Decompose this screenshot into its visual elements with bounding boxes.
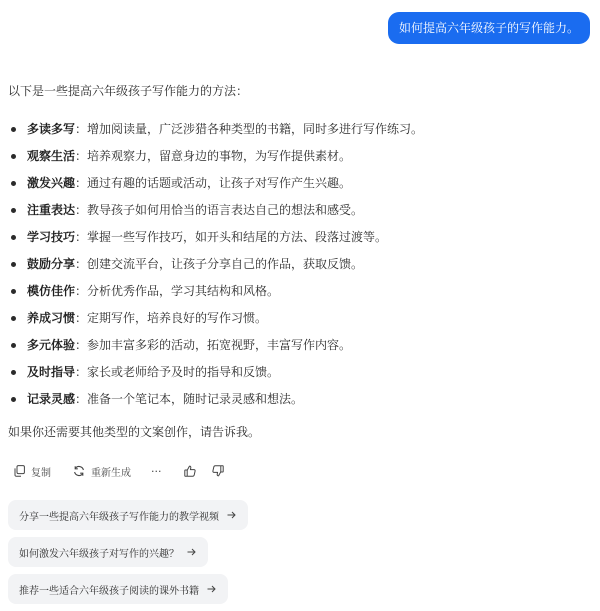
tip-description: 创建交流平台，让孩子分享自己的作品，获取反馈。 bbox=[87, 257, 364, 271]
bullet-icon bbox=[11, 208, 16, 213]
tip-description: 通过有趣的话题或活动，让孩子对写作产生兴趣。 bbox=[87, 176, 352, 190]
tip-item bbox=[8, 224, 588, 251]
suggestion-label: 如何激发六年级孩子对写作的兴趣？ bbox=[19, 548, 179, 560]
tip-item bbox=[8, 197, 588, 224]
tip-separator: ： bbox=[75, 311, 88, 325]
regenerate-button[interactable] bbox=[73, 462, 131, 480]
tips-list bbox=[8, 116, 588, 413]
tip-description: 家长或老师给予及时的指导和反馈。 bbox=[87, 365, 280, 379]
tip-term: 记录灵感 bbox=[27, 392, 76, 406]
tip-term: 学习技巧 bbox=[27, 230, 76, 244]
tip-item bbox=[8, 170, 588, 197]
user-message-bubble: 如何提高六年级孩子的写作能力。 bbox=[388, 12, 590, 44]
bullet-icon bbox=[11, 316, 16, 321]
tip-description: 增加阅读量，广泛涉猎各种类型的书籍，同时多进行写作练习。 bbox=[87, 122, 424, 136]
tip-item bbox=[8, 359, 588, 386]
tip-separator: ： bbox=[75, 284, 88, 298]
answer-intro: 以下是一些提高六年级孩子写作能力的方法： bbox=[8, 84, 249, 98]
suggestion-label: 推荐一些适合六年级孩子阅读的课外书籍 bbox=[19, 585, 199, 597]
tip-item bbox=[8, 251, 588, 278]
tip-description: 掌握一些写作技巧，如开头和结尾的方法、段落过渡等。 bbox=[87, 230, 388, 244]
regenerate-label: 重新生成 bbox=[91, 467, 131, 479]
dislike-button[interactable] bbox=[212, 462, 224, 480]
tip-separator: ： bbox=[75, 122, 88, 136]
arrow-right-icon bbox=[227, 511, 236, 519]
refresh-icon bbox=[73, 465, 85, 477]
answer-closing: 如果你还需要其他类型的文案创作，请告诉我。 bbox=[8, 425, 261, 439]
more-button[interactable] bbox=[151, 462, 162, 480]
suggested-questions bbox=[8, 500, 248, 611]
tip-item bbox=[8, 332, 588, 359]
tip-term: 注重表达 bbox=[27, 203, 76, 217]
copy-button[interactable] bbox=[14, 462, 51, 480]
more-icon: ··· bbox=[151, 464, 162, 478]
tip-description: 培养观察力，留意身边的事物，为写作提供素材。 bbox=[87, 149, 352, 163]
suggestion-chip[interactable] bbox=[8, 500, 248, 530]
tip-item bbox=[8, 305, 588, 332]
tip-term: 激发兴趣 bbox=[27, 176, 76, 190]
bullet-icon bbox=[11, 397, 16, 402]
tip-term: 观察生活 bbox=[27, 149, 76, 163]
tip-separator: ： bbox=[75, 176, 88, 190]
tip-description: 定期写作，培养良好的写作习惯。 bbox=[87, 311, 268, 325]
bullet-icon bbox=[11, 289, 16, 294]
tip-item bbox=[8, 386, 588, 413]
tip-separator: ： bbox=[75, 257, 88, 271]
tip-term: 多元体验 bbox=[27, 338, 76, 352]
tip-separator: ： bbox=[75, 365, 88, 379]
tip-item bbox=[8, 116, 588, 143]
bullet-icon bbox=[11, 343, 16, 348]
tip-separator: ： bbox=[75, 338, 88, 352]
bullet-icon bbox=[11, 127, 16, 132]
answer-actions-bar bbox=[14, 462, 224, 480]
tip-description: 分析优秀作品，学习其结构和风格。 bbox=[87, 284, 280, 298]
tip-item bbox=[8, 278, 588, 305]
tip-separator: ： bbox=[75, 230, 88, 244]
tip-term: 鼓励分享 bbox=[27, 257, 76, 271]
like-button[interactable] bbox=[184, 462, 196, 480]
arrow-right-icon bbox=[207, 585, 216, 593]
bullet-icon bbox=[11, 181, 16, 186]
tip-term: 养成习惯 bbox=[27, 311, 76, 325]
tip-description: 准备一个笔记本，随时记录灵感和想法。 bbox=[87, 392, 304, 406]
tip-term: 多读多写 bbox=[27, 122, 76, 136]
copy-icon bbox=[14, 465, 25, 477]
tip-separator: ： bbox=[75, 203, 88, 217]
suggestion-label: 分享一些提高六年级孩子写作能力的教学视频 bbox=[19, 511, 219, 523]
suggestion-chip[interactable] bbox=[8, 537, 208, 567]
tip-separator: ： bbox=[75, 149, 88, 163]
tip-description: 参加丰富多彩的活动，拓宽视野，丰富写作内容。 bbox=[87, 338, 352, 352]
bullet-icon bbox=[11, 370, 16, 375]
tip-term: 及时指导 bbox=[27, 365, 76, 379]
thumbs-up-icon bbox=[184, 465, 196, 477]
bullet-icon bbox=[11, 262, 16, 267]
bullet-icon bbox=[11, 154, 16, 159]
thumbs-down-icon bbox=[212, 465, 224, 477]
assistant-answer bbox=[8, 81, 588, 442]
bullet-icon bbox=[11, 235, 16, 240]
copy-label: 复制 bbox=[31, 467, 51, 479]
suggestion-chip[interactable] bbox=[8, 574, 228, 604]
tip-description: 教导孩子如何用恰当的语言表达自己的想法和感受。 bbox=[87, 203, 364, 217]
tip-separator: ： bbox=[75, 392, 88, 406]
tip-term: 模仿佳作 bbox=[27, 284, 76, 298]
tip-item bbox=[8, 143, 588, 170]
arrow-right-icon bbox=[187, 548, 196, 556]
